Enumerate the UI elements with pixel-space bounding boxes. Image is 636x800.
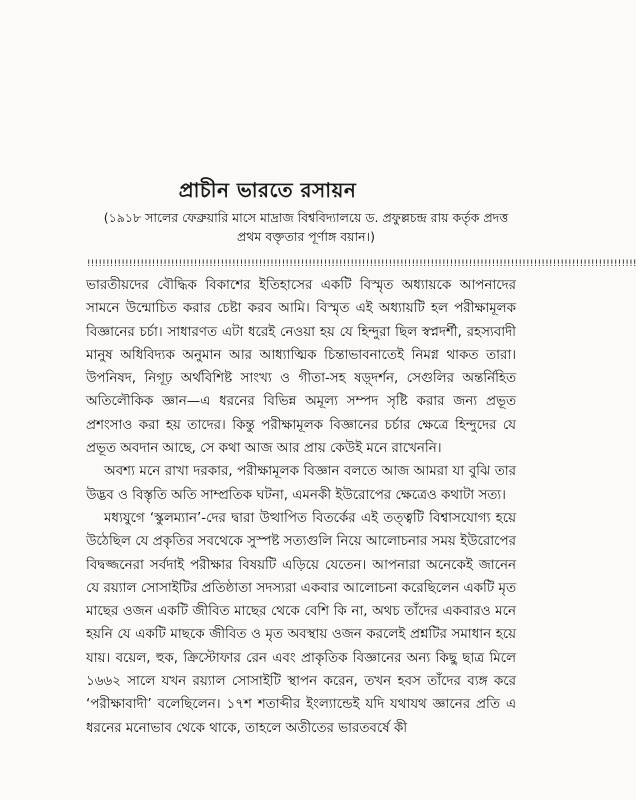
paragraph-2: অবশ্য মনে রাখা দরকার, পরীক্ষামূলক বিজ্ঞান বলতে আজ আমরা যা বুঝি তার উদ্ভব ও বিস্তৃতি অতি সাম্প্রতিক ঘটনা, এমনকী ইউরোপের ক্ষেত্রেও কথাটা সত্য। [86,464,516,503]
paragraph-3: মধ্যযুগে ‘স্কুলম্যান’-দের দ্বারা উত্থাপিত বিতর্কের এই তত্ত্বটি বিশ্বাসযোগ্য হয়ে উঠেছিল যে প্রকৃতির সবথেকে সুস্পষ্ট সত্যগুলি নিয়ে আলোচনার সময় ইউরোপের বিদ্বজ্জনেরা সর্বদাই পরীক্ষার বিষয়টি এড়িয়ে যেতেন। আপনারা অনেকেই জানেন যে রয়্যাল সোসাইটির প্রতিষ্ঠাতা সদস্যরা একবার আলোচনা করেছিলেন একটি মৃত মাছের ওজন একটি জীবিত মাছের থেকে বেশি কি না, অথচ তাঁদের একবারও মনে হয়নি যে একটি মাছকে জীবিত ও মৃত অবস্থায় ওজন করলেই প্রশ্নটির সমাধান হয়ে যায়। বয়েল, হুক, ক্রিস্টোফার রেন এবং প্রাকৃতিক বিজ্ঞানের অন্য কিছু ছাত্র মিলে ১৬৬২ সালে যখন রয়্যাল সোসাইটি স্থাপন করেন, তখন হবস তাঁদের ব্যঙ্গ করে ‘পরীক্ষাবাদী’ বলেছিলেন। ১৭শ শতাব্দীর ইংল্যান্ডেই যদি যথাযথ জ্ঞানের প্রতি এ ধরনের মনোভাব থেকে থাকে, তাহলে অতীতের ভারতবর্ষে কী [86,510,516,736]
lecture-note: (১৯১৮ সালের ফেব্রুয়ারি মাসে মাদ্রাজ বিশ্ববিদ্যালয়ে ড. প্রফুল্লচন্দ্র রায় কর্তৃক প্রদত্ত প্রথম বক্তৃতার পূর্ণাঙ্গ বয়ান।) [103,210,509,244]
body-text [86,274,516,740]
paragraph-1: ভারতীয়দের বৌদ্ধিক বিকাশের ইতিহাসের একটি বিস্মৃত অধ্যায়কে আপনাদের সামনে উন্মোচিত করার চেষ্টা করব আমি। বিস্মৃত এই অধ্যায়টি হল পরীক্ষামূলক বিজ্ঞানের চর্চা। সাধারণত এটা ধরেই নেওয়া হয় যে হিন্দুরা ছিল স্বপ্নদর্শী, রহস্যবাদী মানুষ অধিবিদ্যক অনুমান আর আধ্যাত্মিক চিন্তাভাবনাতেই নিমগ্ন থাকত তারা। উপনিষদ, নিগূঢ় অর্থবিশিষ্ট সাংখ্য ও গীতা-সহ ষড়্দর্শন, সেগুলির অন্তর্নিহিত অতিলৌকিক জ্ঞান—এ ধরনের বিভিন্ন অমূল্য সম্পদ সৃষ্টি করার জন্য প্রভূত প্রশংসাও করা হয় তাদের। কিন্তু পরীক্ষামূলক বিজ্ঞানের চর্চার ক্ষেত্রে হিন্দুদের যে প্রভূত অবদান আছে, সে কথা আজ আর প্রায় কেউই মনে রাখেননি। [86,278,516,457]
page-title: প্রাচীন ভারতে রসায়ন [178,178,357,202]
ornament-divider: !!!!!!!!!!!!!!!!!!!!!!!!!!!!!!!!!!!!!!!!!!!!!!!!!!!!!!!!!!!!!!!!!!!!!!!!!!!!!!!!!!!!!!!!!!!!!!!!!!!!!!!!!!!!!!!!!!!!!!!!!!!!!!!!!!!!!!!!!!!!!!!! [86,259,636,269]
